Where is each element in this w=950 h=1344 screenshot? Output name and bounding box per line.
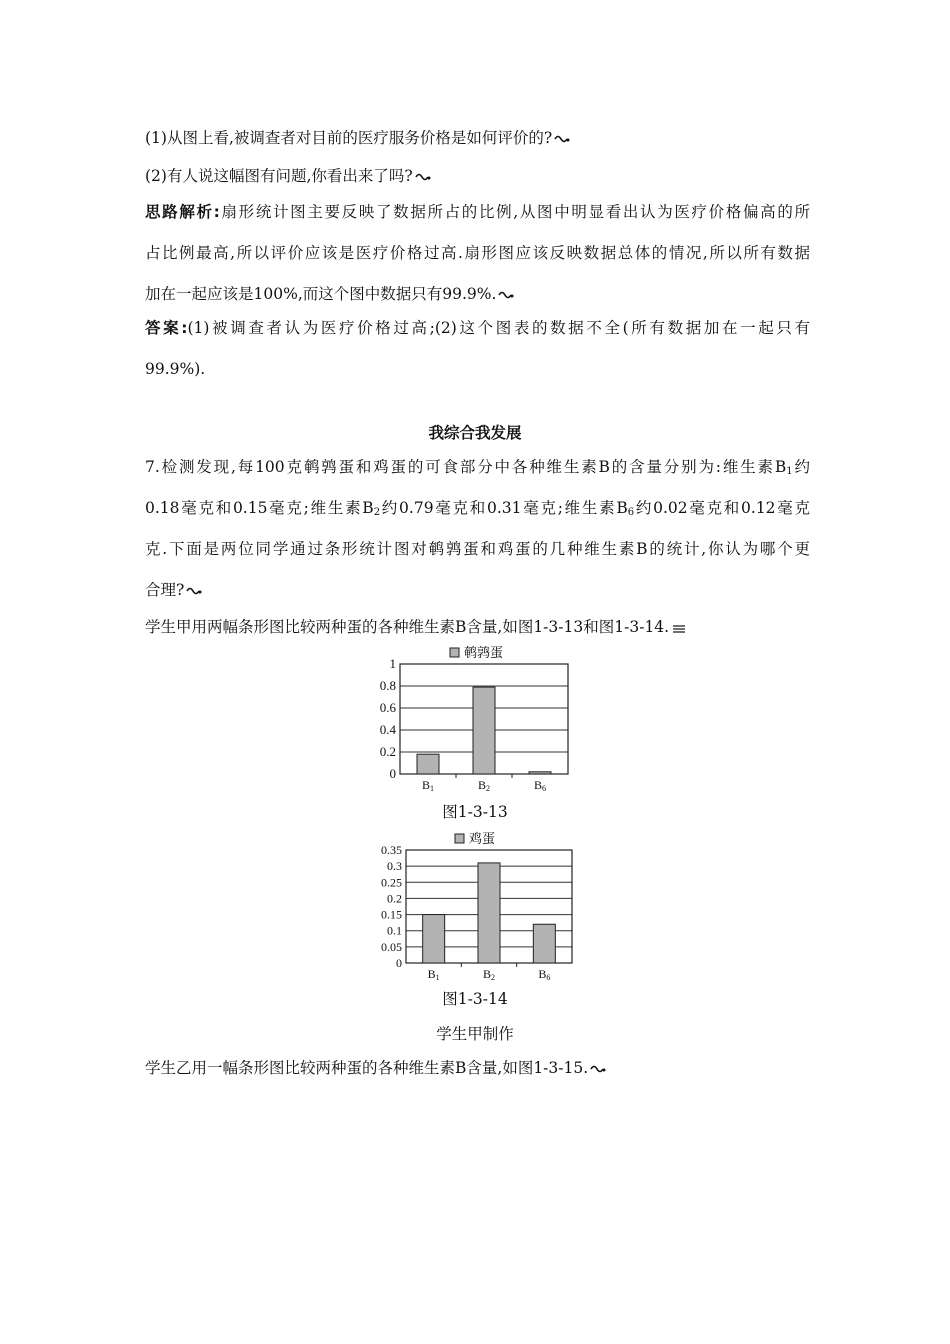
bar-B2 xyxy=(473,687,495,774)
analysis-label: 思路解析: xyxy=(145,203,220,221)
x-tick-label: B1 xyxy=(427,967,440,980)
bar-B1 xyxy=(423,915,445,963)
y-tick-label: 0.05 xyxy=(381,939,402,954)
y-tick-label: 0.35 xyxy=(381,843,402,857)
x-tick-label: B6 xyxy=(533,778,547,793)
student-a-intro xyxy=(145,617,810,637)
legend-swatch xyxy=(450,648,459,657)
analysis-text-1: 扇形统计图主要反映了数据所占的比例,从图中明显看出认为医疗价格偏高的所 xyxy=(219,203,810,221)
y-tick-label: 0.8 xyxy=(379,678,396,693)
y-tick-label: 0 xyxy=(389,766,396,781)
legend-label: 鸡蛋 xyxy=(469,831,496,846)
bar-B1 xyxy=(417,754,439,774)
x-tick-label: B2 xyxy=(477,778,491,793)
y-tick-label: 0.2 xyxy=(379,744,396,759)
q6-part1 xyxy=(145,128,810,148)
link-mark-icon xyxy=(186,586,202,596)
y-tick-label: 1 xyxy=(389,656,396,671)
y-tick-label: 0.2 xyxy=(387,891,402,906)
legend-label: 鹌鹑蛋 xyxy=(464,645,504,660)
q7-line-4 xyxy=(145,580,810,600)
student-b-intro xyxy=(145,1058,810,1078)
answer-line-2 xyxy=(145,359,810,379)
x-tick-label: B2 xyxy=(482,967,496,980)
y-tick-label: 0.25 xyxy=(381,875,402,890)
q7-text-2a: 0.18毫克和0.15毫克;维生素B xyxy=(145,499,374,517)
q7-text-2c: 约0.02毫克和0.12毫克 xyxy=(634,499,811,517)
q7-text-3: 克.下面是两位同学通过条形统计图对鹌鹑蛋和鸡蛋的几种维生素B的统计,你认为哪个更 xyxy=(145,540,810,558)
chart-quail-egg xyxy=(360,644,580,794)
q7-text-2b: 约0.79毫克和0.31毫克;维生素B xyxy=(380,499,628,517)
bar-B2 xyxy=(478,863,500,963)
y-tick-label: 0.1 xyxy=(387,923,402,938)
q7-line-1 xyxy=(145,457,810,482)
q7-line-2 xyxy=(145,498,810,523)
link-mark-icon xyxy=(415,172,431,182)
student-a-text: 学生甲用两幅条形图比较两种蛋的各种维生素B含量,如图1-3-13和图1-3-14. xyxy=(145,618,670,636)
q7-sub-2: 2 xyxy=(373,507,381,518)
made-by-label: 学生甲制作 xyxy=(436,1025,514,1043)
bar-B6 xyxy=(529,772,551,774)
section-title: 我综合我发展 xyxy=(428,424,522,442)
q7-text-1b: 约 xyxy=(792,458,810,476)
answer-line-1 xyxy=(145,318,810,338)
q7-line-3 xyxy=(145,539,810,559)
q6-part1-text: (1)从图上看,被调查者对目前的医疗服务价格是如何评价的? xyxy=(145,129,553,147)
answer-label: 答案: xyxy=(145,319,188,337)
q7-text-4: 合理? xyxy=(145,581,185,599)
analysis-line-2 xyxy=(145,243,810,263)
q6-part2 xyxy=(145,166,810,186)
chart-chicken-egg xyxy=(360,830,585,980)
q7-text-1a: 7.检测发现,每100克鹌鹑蛋和鸡蛋的可食部分中各种维生素B的含量分别为:维生素B xyxy=(145,458,787,476)
link-mark-icon xyxy=(590,1064,606,1074)
equals-mark-icon xyxy=(671,623,687,633)
answer-text-1: (1)被调查者认为医疗价格过高;(2)这个图表的数据不全(所有数据加在一起只有 xyxy=(187,319,810,337)
x-tick-label: B1 xyxy=(421,778,435,793)
link-mark-icon xyxy=(554,134,570,144)
analysis-text-2: 占比例最高,所以评价应该是医疗价格过高.扇形图应该反映数据总体的情况,所以所有数据 xyxy=(145,244,810,262)
link-mark-icon xyxy=(498,290,514,300)
y-tick-label: 0 xyxy=(396,956,402,970)
caption-1-3-14: 图1-3-14 xyxy=(442,990,508,1008)
q7-sub-1: 1 xyxy=(786,466,793,477)
analysis-line-1 xyxy=(145,202,810,222)
y-tick-label: 0.4 xyxy=(379,722,396,737)
student-b-text: 学生乙用一幅条形图比较两种蛋的各种维生素B含量,如图1-3-15. xyxy=(145,1059,589,1077)
caption-1-3-13: 图1-3-13 xyxy=(442,803,508,821)
answer-text-2: 99.9%). xyxy=(145,360,206,378)
analysis-line-3 xyxy=(145,284,810,304)
q7-sub-6: 6 xyxy=(627,507,635,518)
y-tick-label: 0.3 xyxy=(387,859,402,874)
analysis-text-3: 加在一起应该是100%,而这个图中数据只有99.9%. xyxy=(145,285,497,303)
q6-part2-text: (2)有人说这幅图有问题,你看出来了吗? xyxy=(145,167,413,185)
bar-B6 xyxy=(533,924,555,963)
x-tick-label: B6 xyxy=(538,967,551,980)
y-tick-label: 0.6 xyxy=(379,700,396,715)
legend-swatch xyxy=(455,834,464,843)
y-tick-label: 0.15 xyxy=(381,907,402,922)
